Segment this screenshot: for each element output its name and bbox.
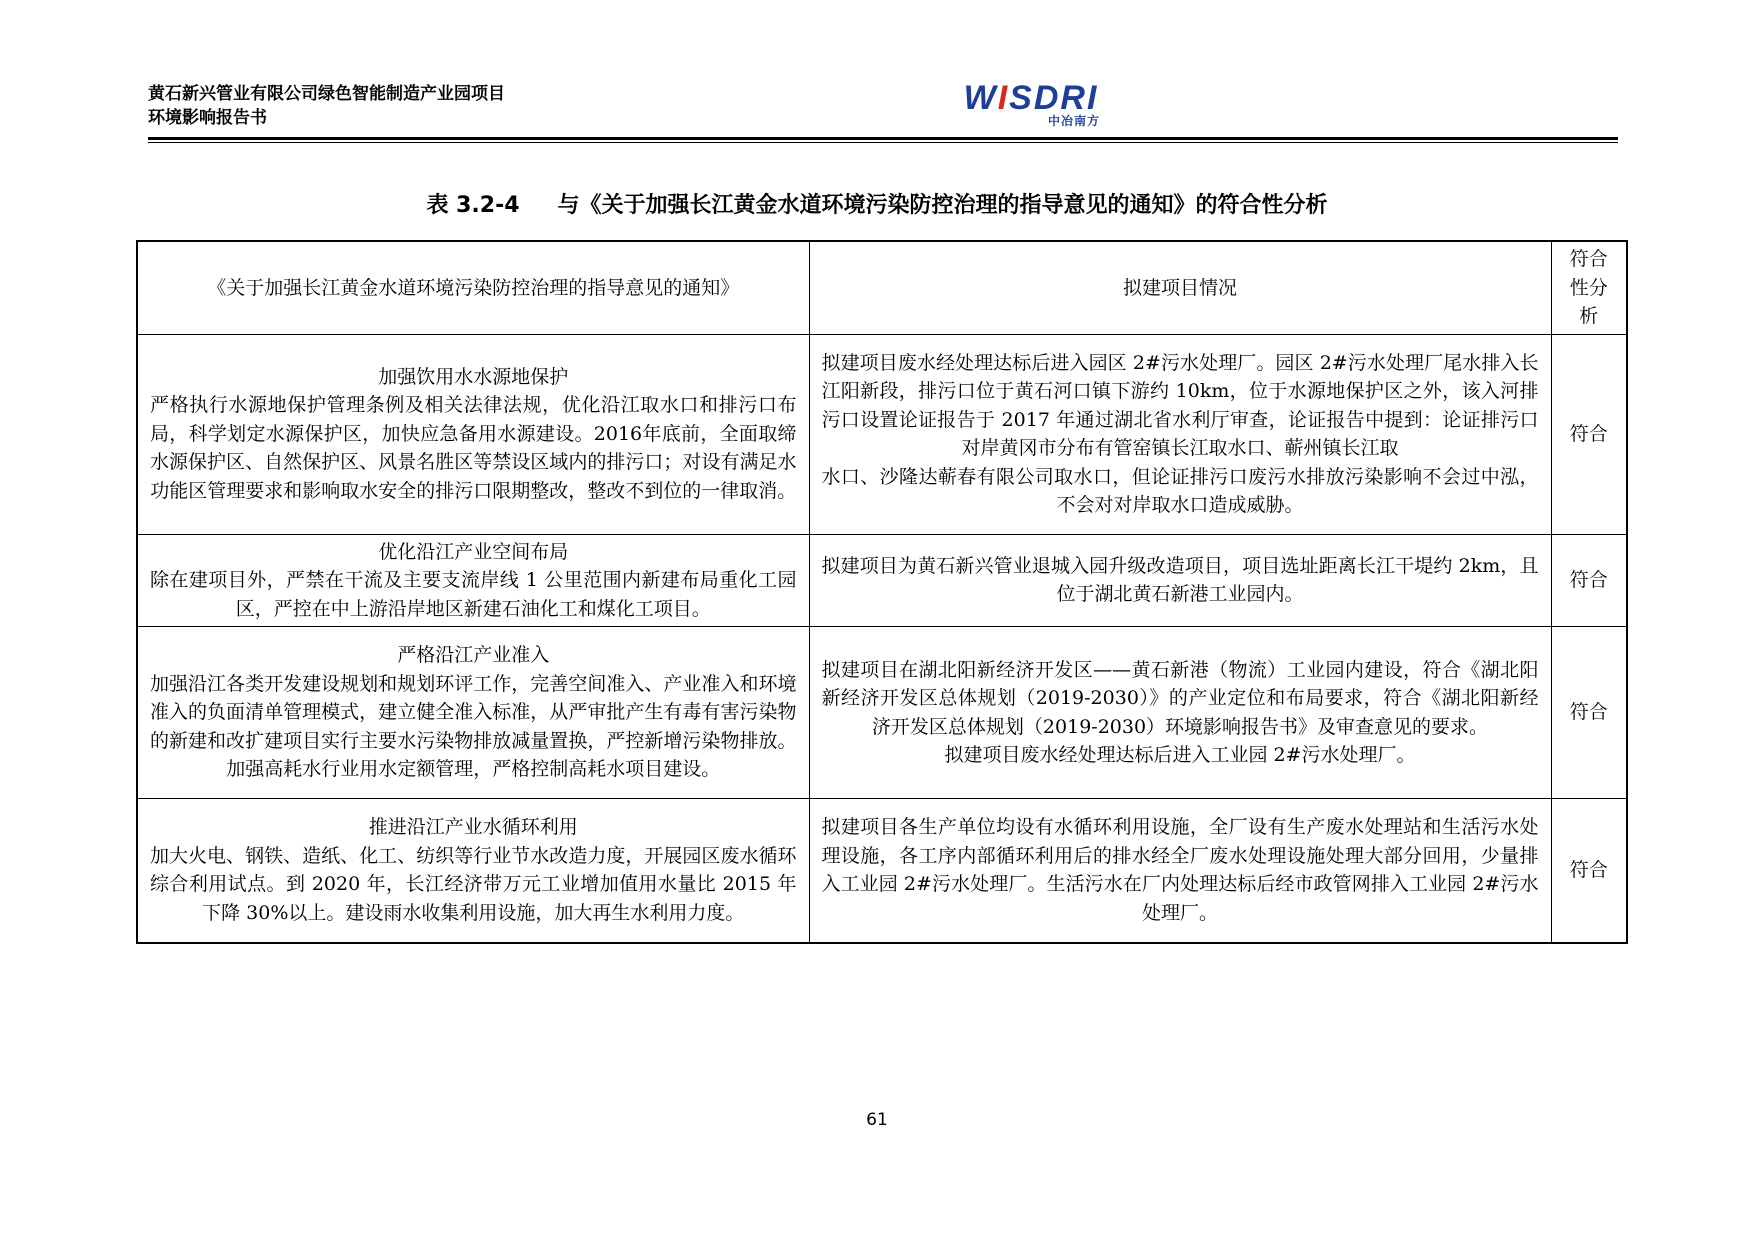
header-project: 拟建项目情况 — [809, 241, 1551, 334]
logo-subtext: 中冶南方 — [1047, 114, 1100, 128]
requirement-cell — [137, 627, 809, 799]
table-row — [137, 799, 1627, 943]
conformity-cell: 符合 — [1551, 627, 1627, 799]
requirement-cell — [137, 799, 809, 943]
project-cell — [809, 799, 1551, 943]
requirement-text: 除在建项目外，严禁在干流及主要支流岸线 1 公里范围内新建布局重化工园区，严控在中上游沿岸地区新建石油化工和煤化工项目。 — [150, 569, 797, 620]
requirement-text: 加大火电、钢铁、造纸、化工、纺织等行业节水改造力度，开展园区废水循环综合利用试点。到 2020 年，长江经济带万元工业增加值用水量比 2015 年下降 30%以上。建设雨水收集利用设施，加大再生水利用力度。 — [150, 844, 797, 924]
table-title: 与《关于加强长江黄金水道环境污染防控治理的指导意见的通知》的符合性分析 — [557, 193, 1328, 218]
table-header-row — [137, 241, 1627, 334]
page-header — [148, 79, 1618, 142]
project-cell — [809, 627, 1551, 799]
company-logo — [936, 79, 1126, 132]
project-text: 拟建项目在湖北阳新经济开发区——黄石新港（物流）工业园内建设，符合《湖北阳新经济开发区总体规划（2019-2030）》的产业定位和布局要求，符合《湖北阳新经济开发区总体规划（2019-2030）环境影响报告书》及审查意见的要求。 — [821, 658, 1539, 738]
project-text-2: 水口、沙隆达蕲春有限公司取水口，但论证排污口废污水排放污染影响不会过中泓，不会对对岸取水口造成威胁。 — [821, 465, 1539, 516]
conformity-cell: 符合 — [1551, 534, 1627, 627]
page-number: 61 — [866, 1110, 888, 1130]
project-title: 黄石新兴管业有限公司绿色智能制造产业园项目 — [148, 84, 505, 104]
table-row — [137, 627, 1627, 799]
logo-text: WISDRI — [963, 79, 1099, 117]
project-text: 拟建项目废水经处理达标后进入园区 2#污水处理厂。园区 2#污水处理厂尾水排入长江阳新段，排污口位于黄石河口镇下游约 10km，位于水源地保护区之外，该入河排污口设置论证报告于 2017 年通过湖北省水利厅审查，论证报告中提到：论证排污口对岸黄冈市分布有管窑镇长江取水口、蕲州镇长江取 — [821, 351, 1539, 459]
project-text: 拟建项目各生产单位均设有水循环利用设施，全厂设有生产废水处理站和生活污水处理设施，各工序内部循环利用后的排水经全厂废水处理设施处理大部分回用，少量排入工业园 2#污水处理厂。生活污水在厂内处理达标后经市政管网排入工业园 2#污水处理厂。 — [821, 816, 1539, 924]
conformity-cell: 符合 — [1551, 799, 1627, 943]
project-text: 拟建项目为黄石新兴管业退城入园升级改造项目，项目选址距离长江干堤约 2km，且位于湖北黄石新港工业园内。 — [821, 554, 1539, 606]
requirement-title: 优化沿江产业空间布局 — [378, 540, 569, 563]
requirement-cell — [137, 534, 809, 627]
table-row — [137, 334, 1627, 534]
logo-wordmark — [936, 79, 1126, 117]
report-title: 环境影响报告书 — [148, 108, 267, 128]
requirement-title: 推进沿江产业水循环利用 — [368, 816, 578, 839]
header-rule-thin — [148, 142, 1618, 143]
requirement-title: 加强饮用水水源地保护 — [378, 365, 569, 388]
header-rule-thick — [148, 137, 1618, 140]
table-row — [137, 534, 1627, 627]
header-requirement: 《关于加强长江黄金水道环境污染防控治理的指导意见的通知》 — [137, 241, 809, 334]
table-caption — [0, 190, 1754, 222]
requirement-text: 加强沿江各类开发建设规划和规划环评工作，完善空间准入、产业准入和环境准入的负面清单管理模式，建立健全准入标准，从严审批产生有毒有害污染物的新建和改扩建项目实行主要水污染物排放减量置换，严控新增污染物排放。加强高耗水行业用水定额管理，严格控制高耗水项目建设。 — [150, 672, 797, 781]
requirement-text: 严格执行水源地保护管理条例及相关法律法规，优化沿江取水口和排污口布局，科学划定水源保护区，加快应急备用水源建设。2016年底前，全面取缔水源保护区、自然保护区、风景名胜区等禁设区域内的排污口；对设有满足水功能区管理要求和影响取水安全的排污口限期整改，整改不到位的一律取消。 — [150, 394, 797, 502]
requirement-title: 严格沿江产业准入 — [397, 644, 550, 667]
table-number: 表 3.2-4 — [426, 193, 520, 218]
conformity-table — [136, 240, 1628, 944]
requirement-cell — [137, 334, 809, 534]
project-cell — [809, 334, 1551, 534]
header-conformity: 符合性分析 — [1551, 241, 1627, 334]
project-text-2: 拟建项目废水经处理达标后进入工业园 2#污水处理厂。 — [944, 744, 1416, 766]
conformity-cell: 符合 — [1551, 334, 1627, 534]
project-cell — [809, 534, 1551, 627]
